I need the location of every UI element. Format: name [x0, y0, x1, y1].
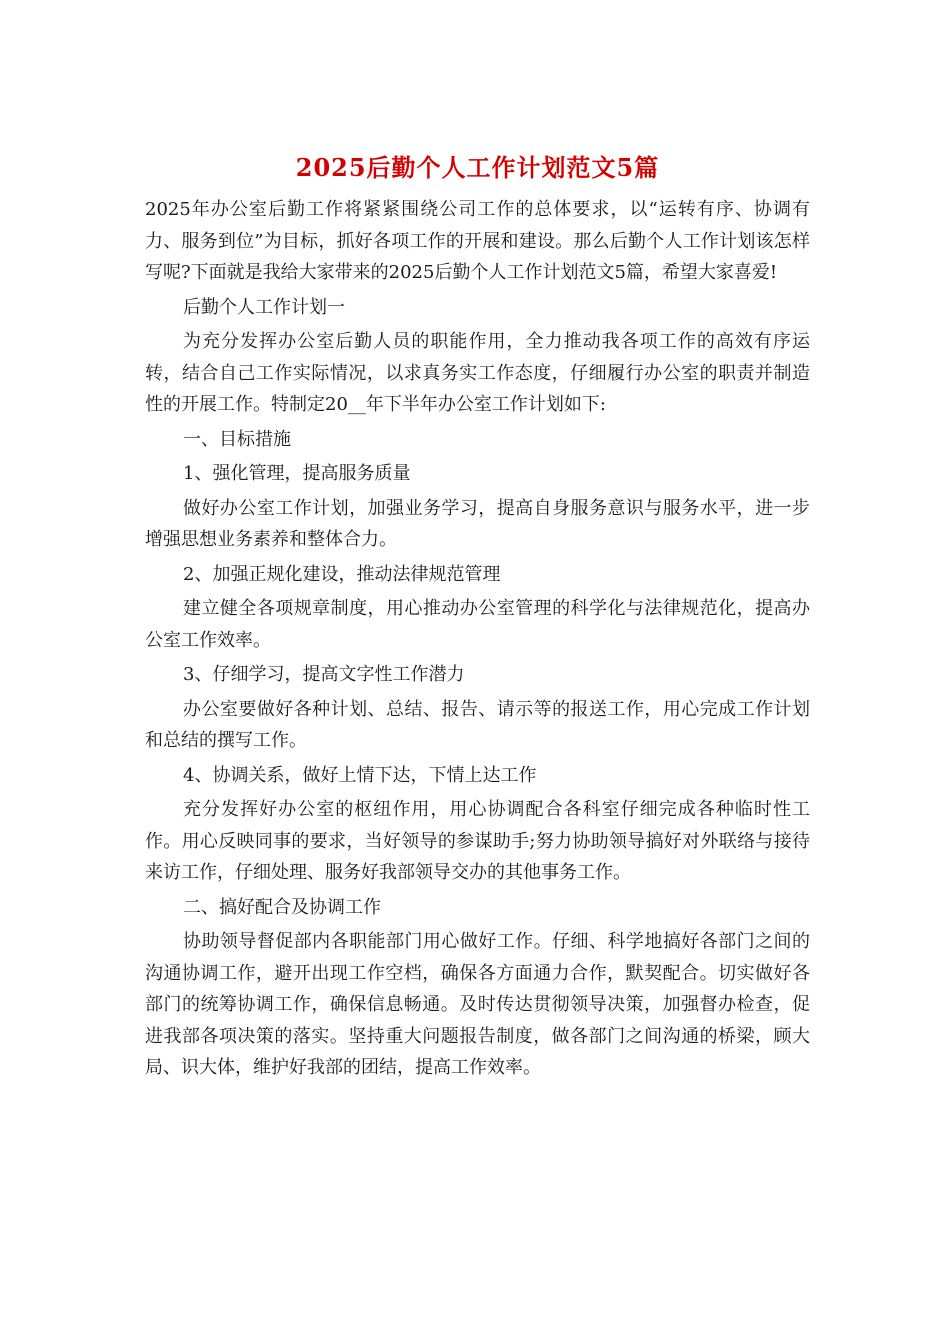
paragraph: 一、目标措施 — [183, 428, 291, 450]
paragraph: 3、仔细学习，提高文字性工作潜力 — [183, 664, 465, 685]
paragraph: 办公室要做好各种计划、总结、报告、请示等的报送工作，用心完成工作计划和总结的撰写工作。 — [145, 698, 810, 751]
paragraph: 4、协调关系，做好上情下达，下情上达工作 — [183, 764, 537, 786]
paragraph: 后勤个人工作计划一 — [183, 296, 345, 318]
paragraph: 1、强化管理，提高服务质量 — [183, 463, 411, 484]
paragraph: 建立健全各项规章制度，用心推动办公室管理的科学化与法律规范化，提高办公室工作效率。 — [145, 598, 810, 651]
paragraph: 协助领导督促部内各职能部门用心做好工作。仔细、科学地搞好各部门之间的沟通协调工作，避开出现工作空档，确保各方面通力合作，默契配合。切实做好各部门的统筹协调工作，确保信息畅通。及时传达贯彻领导决策，加强督办检查，促进我部各项决策的落实。坚持重大问题报告制度，做各部门之间沟通的桥梁，顾大局、识大体，维护好我部的团结，提高工作效率。 — [145, 931, 810, 1078]
paragraph: 做好办公室工作计划，加强业务学习，提高自身服务意识与服务水平，进一步增强思想业务素养和整体合力。 — [145, 497, 810, 550]
paragraph: 为充分发挥办公室后勤人员的职能作用，全力推动我各项工作的高效有序运转，结合自己工作实际情况，以求真务实工作态度，仔细履行办公室的职责并制造性的开展工作。特制定20__年下半年办公室工作计划如下: — [145, 331, 810, 415]
document-page — [145, 150, 810, 1087]
paragraph: 2025年办公室后勤工作将紧紧围绕公司工作的总体要求，以“运转有序、协调有力、服务到位”为目标，抓好各项工作的开展和建设。那么后勤个人工作计划该怎样写呢?下面就是我给大家带来的2025后勤个人工作计划范文5篇，希望大家喜爱! — [145, 199, 810, 283]
paragraph: 充分发挥好办公室的枢纽作用，用心协调配合各科室仔细完成各种临时性工作。用心反映同事的要求，当好领导的参谋助手;努力协助领导搞好对外联络与接待来访工作，仔细处理、服务好我部领导交办的其他事务工作。 — [145, 799, 810, 883]
document-title: 2025后勤个人工作计划范文5篇 — [295, 153, 660, 182]
document-body — [145, 194, 810, 1084]
paragraph: 2、加强正规化建设，推动法律规范管理 — [183, 563, 501, 585]
paragraph: 二、搞好配合及协调工作 — [183, 896, 381, 918]
